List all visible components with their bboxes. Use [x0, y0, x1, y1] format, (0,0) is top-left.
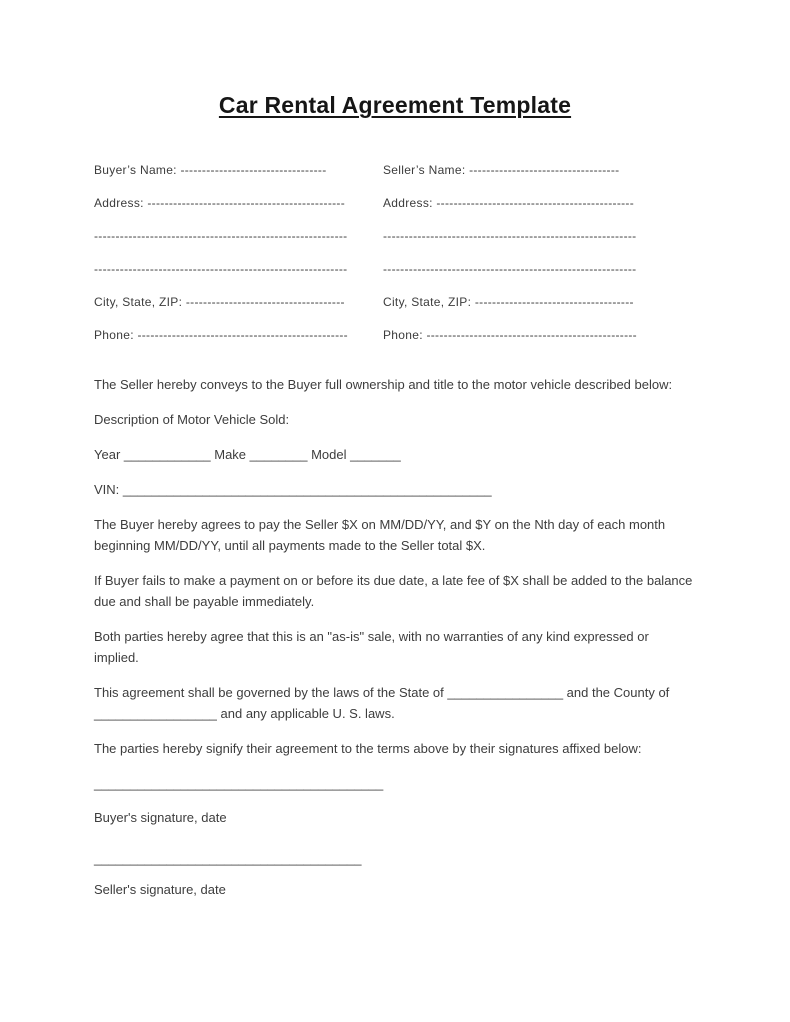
governing-law-paragraph: This agreement shall be governed by the laws of the State of ________________ and the County of _________________ and any applicable U. S. laws.: [94, 685, 670, 721]
seller-name-field: Seller’s Name: -----------------------------------: [383, 163, 620, 177]
year-make-model-line: Year ____________ Make ________ Model _______: [94, 447, 401, 462]
buyer-phone-field: Phone: -------------------------------------------------: [94, 328, 348, 342]
signature-intro-paragraph: The parties hereby signify their agreement to the terms above by their signatures affixed below:: [94, 741, 642, 756]
buyer-city-state-zip-field: City, State, ZIP: -------------------------------------: [94, 295, 345, 309]
seller-signature-label: Seller's signature, date: [94, 882, 226, 897]
as-is-clause-paragraph: Both parties hereby agree that this is an "as-is" sale, with no warranties of any kind expressed or implied.: [94, 629, 649, 665]
seller-address-line3: -----------------------------------------------------------: [383, 262, 637, 276]
conveyance-paragraph: The Seller hereby conveys to the Buyer full ownership and title to the motor vehicle described below:: [94, 377, 673, 392]
buyer-address-line2: -----------------------------------------------------------: [94, 229, 348, 243]
page-title: Car Rental Agreement Template: [218, 92, 572, 118]
late-fee-paragraph: If Buyer fails to make a payment on or before its due date, a late fee of $X shall be added to the balance due and shall be payable immediately.: [94, 573, 693, 609]
agreement-body: [94, 374, 696, 759]
seller-address-line2: -----------------------------------------------------------: [383, 229, 637, 243]
seller-city-state-zip-field: City, State, ZIP: -------------------------------------: [383, 295, 634, 309]
buyer-address-field: Address: ----------------------------------------------: [94, 196, 346, 210]
buyer-signature-line: ________________________________________: [94, 776, 384, 791]
vehicle-description-heading: Description of Motor Vehicle Sold:: [94, 412, 290, 427]
buyer-signature-label: Buyer's signature, date: [94, 810, 227, 825]
seller-signature-line: _____________________________________: [94, 851, 362, 866]
vin-line: VIN: ___________________________________________________: [94, 482, 492, 497]
buyer-address-line3: -----------------------------------------------------------: [94, 262, 348, 276]
payment-terms-paragraph: The Buyer hereby agrees to pay the Seller $X on MM/DD/YY, and $Y on the Nth day of each month beginning MM/DD/YY, until all payments made to the Seller total $X.: [94, 517, 666, 553]
seller-phone-field: Phone: -------------------------------------------------: [383, 328, 637, 342]
seller-address-field: Address: ----------------------------------------------: [383, 196, 635, 210]
signature-section: [94, 773, 696, 900]
buyer-name-field: Buyer’s Name: ----------------------------------: [94, 163, 327, 177]
parties-info-section: [94, 162, 696, 360]
